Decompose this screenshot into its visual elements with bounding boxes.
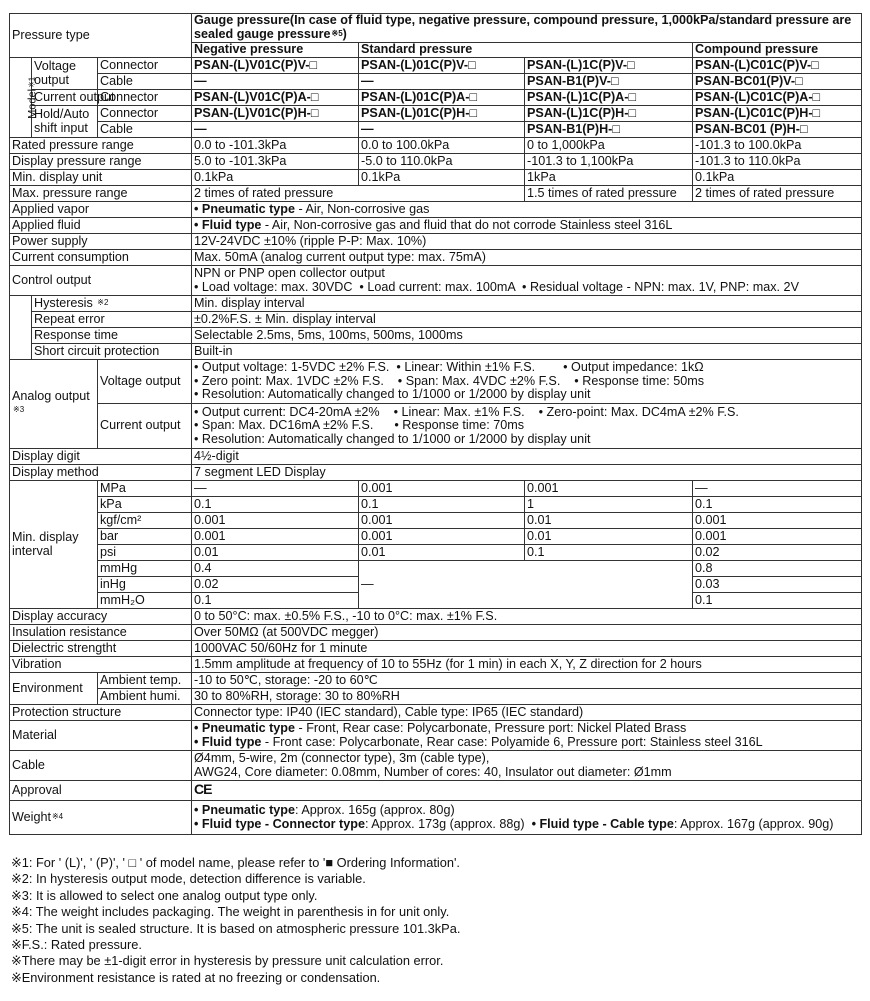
- interval-cell: —: [192, 481, 359, 497]
- max-pressure-label: Max. pressure range: [10, 186, 192, 202]
- interval-cell: —: [359, 561, 693, 609]
- model-cell: PSAN-(L)V01C(P)A-□: [192, 90, 359, 106]
- insulation-value: Over 50MΩ (at 500VDC megger): [192, 625, 862, 641]
- repeat-error-value: ±0.2%F.S. ± Min. display interval: [192, 312, 862, 328]
- dielectric-label: Dielectric strengtht: [10, 641, 192, 657]
- interval-cell: 0.001: [192, 513, 359, 529]
- approval-label: Approval: [10, 781, 192, 801]
- current-consumption-value: Max. 50mA (analog current output type: max. 75mA): [192, 250, 862, 266]
- interval-cell: 0.001: [525, 481, 693, 497]
- applied-vapor-label: Applied vapor: [10, 202, 192, 218]
- analog-output-label: Analog output $^{※3}$: [10, 360, 98, 449]
- weight-value: • Pneumatic type: Approx. 165g (approx. 80g) • Fluid type - Connector type: Approx. 173g (approx. 88g) • Fluid type - Cable type: Approx. 167g (approx. 90g): [192, 801, 862, 835]
- model-cell: —: [192, 74, 359, 90]
- value-cell: 0.1kPa: [359, 170, 525, 186]
- model-cell: —: [192, 122, 359, 138]
- min-display-interval-label: Min. display interval: [10, 481, 98, 609]
- applied-vapor-value: • Pneumatic type - Air, Non-corrosive gas: [192, 202, 862, 218]
- interval-cell: 0.001: [192, 529, 359, 545]
- applied-fluid-value: • Fluid type - Air, Non-corrosive gas and fluid that do not corrode Stainless steel 316L: [192, 218, 862, 234]
- cable-label: Cable: [98, 122, 192, 138]
- display-accuracy-label: Display accuracy: [10, 609, 192, 625]
- interval-cell: 0.01: [525, 529, 693, 545]
- rated-pressure-label: Rated pressure range: [10, 138, 192, 154]
- connector-label: Connector: [98, 58, 192, 74]
- vibration-label: Vibration: [10, 657, 192, 673]
- response-time-value: Selectable 2.5ms, 5ms, 100ms, 500ms, 1000ms: [192, 328, 862, 344]
- unit-label: psi: [98, 545, 192, 561]
- min-display-unit-label: Min. display unit: [10, 170, 192, 186]
- short-circuit-label: Short circuit protection: [32, 344, 192, 360]
- model-cell: PSAN-(L)C01C(P)V-□: [693, 58, 862, 74]
- ambient-humi-label: Ambient humi.: [98, 689, 192, 705]
- model-cell: PSAN-(L)C01C(P)A-□: [693, 90, 862, 106]
- model-cell: PSAN-(L)01C(P)A-□: [359, 90, 525, 106]
- interval-cell: 0.001: [359, 529, 525, 545]
- interval-cell: 0.8: [693, 561, 862, 577]
- value-cell: 0 to 1,000kPa: [525, 138, 693, 154]
- repeat-error-label: Repeat error: [32, 312, 192, 328]
- interval-cell: —: [693, 481, 862, 497]
- current-output-label: Current output: [32, 90, 98, 106]
- interval-cell: 0.001: [693, 529, 862, 545]
- value-cell: -101.3 to 1,100kPa: [525, 154, 693, 170]
- interval-cell: 0.001: [359, 513, 525, 529]
- model-cell: PSAN-(L)1C(P)V-□: [525, 58, 693, 74]
- dielectric-value: 1000VAC 50/60Hz for 1 minute: [192, 641, 862, 657]
- current-consumption-label: Current consumption: [10, 250, 192, 266]
- connector-label: Connector: [98, 106, 192, 122]
- unit-label: inHg: [98, 577, 192, 593]
- cable-spec-value: Ø4mm, 5-wire, 2m (connector type), 3m (cable type), AWG24, Core diameter: 0.08mm, Number of cores: 40, Insulator out diameter: Ø1mm: [192, 751, 862, 781]
- hysteresis-value: Min. display interval: [192, 296, 862, 312]
- footnote: ※3: It is allowed to select one analog output type only.: [11, 887, 318, 903]
- value-cell: 1kPa: [525, 170, 693, 186]
- interval-cell: 0.02: [693, 545, 862, 561]
- voltage-output-label: Voltage output: [32, 58, 98, 90]
- interval-cell: 0.03: [693, 577, 862, 593]
- model-cell: PSAN-(L)1C(P)H-□: [525, 106, 693, 122]
- interval-cell: 0.02: [192, 577, 359, 593]
- display-method-value: 7 segment LED Display: [192, 465, 862, 481]
- negative-pressure-header: Negative pressure: [192, 43, 359, 58]
- model-cell: PSAN-(L)V01C(P)V-□: [192, 58, 359, 74]
- unit-label: mmHg: [98, 561, 192, 577]
- footnotes: [11, 855, 460, 986]
- interval-cell: 1: [525, 497, 693, 513]
- model-cell: PSAN-(L)01C(P)V-□: [359, 58, 525, 74]
- value-cell: 1.5 times of rated pressure: [525, 186, 693, 202]
- interval-cell: 0.1: [192, 593, 359, 609]
- protection-label: Protection structure: [10, 705, 192, 721]
- footnote: ※F.S.: Rated pressure.: [11, 937, 142, 953]
- interval-cell: 0.001: [693, 513, 862, 529]
- material-label: Material: [10, 721, 192, 751]
- ce-mark-icon: CE: [194, 781, 212, 798]
- interval-cell: 0.001: [359, 481, 525, 497]
- interval-cell: 0.1: [693, 497, 862, 513]
- unit-label: kPa: [98, 497, 192, 513]
- material-value: • Pneumatic type - Front, Rear case: Polycarbonate, Pressure port: Nickel Plated Brass • Fluid type - Front case: Polycarbonate, Rear case: Polyamide 6, Pressure port: Stainless steel 316L: [192, 721, 862, 751]
- value-cell: -101.3 to 100.0kPa: [693, 138, 862, 154]
- vibration-value: 1.5mm amplitude at frequency of 10 to 55Hz (for 1 min) in each X, Y, Z direction for 2 hours: [192, 657, 862, 673]
- hold-auto-label: Hold/Auto shift input: [32, 106, 98, 138]
- control-output-label: Control output: [10, 266, 192, 296]
- model-cell: PSAN-BC01(P)V-□: [693, 74, 862, 90]
- interval-cell: 0.01: [525, 513, 693, 529]
- cable-spec-label: Cable: [10, 751, 192, 781]
- response-time-label: Response time: [32, 328, 192, 344]
- interval-cell: 0.1: [693, 593, 862, 609]
- model-cell: —: [359, 122, 525, 138]
- model-cell: PSAN-B1(P)H-□: [525, 122, 693, 138]
- environment-label: Environment: [10, 673, 98, 705]
- model-cell: PSAN-(L)C01C(P)H-□: [693, 106, 862, 122]
- interval-cell: 0.1: [525, 545, 693, 561]
- gauge-pressure-title: Gauge pressure(In case of fluid type, negative pressure, compound pressure, 1,000kPa/standard pressure are sealed gauge pressure$^{※5}$): [192, 14, 862, 43]
- footnote: ※Environment resistance is rated at no freezing or condensation.: [11, 969, 381, 985]
- unit-label: mmH₂O: [98, 593, 192, 609]
- value-cell: 2 times of rated pressure: [192, 186, 525, 202]
- interval-cell: 0.01: [192, 545, 359, 561]
- footnote: ※4: The weight includes packaging. The weight in parenthesis in for unit only.: [11, 904, 450, 920]
- control-output-indent: [10, 296, 32, 360]
- model-cell: PSAN-B1(P)V-□: [525, 74, 693, 90]
- footnote: ※1: For ' (L)', ' (P)', ' □ ' of model name, please refer to '■ Ordering Information'.: [11, 855, 460, 870]
- value-cell: -101.3 to 110.0kPa: [693, 154, 862, 170]
- power-supply-value: 12V-24VDC ±10% (ripple P-P: Max. 10%): [192, 234, 862, 250]
- interval-cell: 0.01: [359, 545, 525, 561]
- display-digit-label: Display digit: [10, 449, 192, 465]
- value-cell: 5.0 to -101.3kPa: [192, 154, 359, 170]
- pressure-type-label: Pressure type: [10, 14, 192, 58]
- hysteresis-label: Hysteresis $^{※2}$: [32, 296, 192, 312]
- value-cell: 0.0 to -101.3kPa: [192, 138, 359, 154]
- model-cell: PSAN-(L)V01C(P)H-□: [192, 106, 359, 122]
- interval-cell: 0.4: [192, 561, 359, 577]
- value-cell: 0.1kPa: [192, 170, 359, 186]
- interval-cell: 0.1: [192, 497, 359, 513]
- display-pressure-label: Display pressure range: [10, 154, 192, 170]
- ambient-humi-value: 30 to 80%RH, storage: 30 to 80%RH: [192, 689, 862, 705]
- footnote: ※5: The unit is sealed structure. It is based on atmospheric pressure 101.3kPa.: [11, 920, 461, 936]
- footnote: ※2: In hysteresis output mode, detection difference is variable.: [11, 871, 366, 887]
- model-cell: —: [359, 74, 525, 90]
- voltage-output-value: • Output voltage: 1-5VDC ±2% F.S. • Linear: Within ±1% F.S. • Output impedance: 1kΩ • Zero point: Max. 1VDC ±2% F.S. • Span: Max. 4VDC ±2% F.S. • Response time: 50ms • Resolution: Automatically changed to 1/1000 or 1/2000 by display unit: [192, 360, 862, 404]
- footnote: ※There may be ±1-digit error in hysteresis by pressure unit calculation error.: [11, 953, 444, 969]
- applied-fluid-label: Applied fluid: [10, 218, 192, 234]
- connector-label: Connector: [98, 90, 192, 106]
- unit-label: bar: [98, 529, 192, 545]
- weight-label: Weight$^{※4}$: [10, 801, 192, 835]
- model-cell: PSAN-(L)01C(P)H-□: [359, 106, 525, 122]
- current-output-type-label: Current output: [98, 404, 192, 449]
- power-supply-label: Power supply: [10, 234, 192, 250]
- ambient-temp-label: Ambient temp.: [98, 673, 192, 689]
- current-output-value: • Output current: DC4-20mA ±2% • Linear: Max. ±1% F.S. • Zero-point: Max. DC4mA ±2% F.S. • Span: Max. DC16mA ±2% F.S. • Response time: 70ms • Resolution: Automatically changed to 1/1000 or 1/2000 by display unit: [192, 404, 862, 449]
- spec-table: [9, 13, 862, 835]
- value-cell: 0.1kPa: [693, 170, 862, 186]
- voltage-output-type-label: Voltage output: [98, 360, 192, 404]
- display-digit-value: 4½-digit: [192, 449, 862, 465]
- value-cell: -5.0 to 110.0kPa: [359, 154, 525, 170]
- ambient-temp-value: -10 to 50℃, storage: -20 to 60℃: [192, 673, 862, 689]
- value-cell: 0.0 to 100.0kPa: [359, 138, 525, 154]
- protection-value: Connector type: IP40 (IEC standard), Cable type: IP65 (IEC standard): [192, 705, 862, 721]
- cable-label: Cable: [98, 74, 192, 90]
- display-accuracy-value: 0 to 50°C: max. ±0.5% F.S., -10 to 0°C: max. ±1% F.S.: [192, 609, 862, 625]
- model-label: Model$^{※1}$: [10, 58, 32, 138]
- display-method-label: Display method: [10, 465, 192, 481]
- approval-value: [192, 781, 862, 801]
- model-cell: PSAN-BC01 (P)H-□: [693, 122, 862, 138]
- model-cell: PSAN-(L)1C(P)A-□: [525, 90, 693, 106]
- short-circuit-value: Built-in: [192, 344, 862, 360]
- insulation-label: Insulation resistance: [10, 625, 192, 641]
- compound-pressure-header: Compound pressure: [693, 43, 862, 58]
- value-cell: 2 times of rated pressure: [693, 186, 862, 202]
- unit-label: kgf/cm²: [98, 513, 192, 529]
- interval-cell: 0.1: [359, 497, 525, 513]
- control-output-value: NPN or PNP open collector output • Load voltage: max. 30VDC • Load current: max. 100mA • Residual voltage - NPN: max. 1V, PNP: max. 2V: [192, 266, 862, 296]
- standard-pressure-header: Standard pressure: [359, 43, 693, 58]
- unit-label: MPa: [98, 481, 192, 497]
